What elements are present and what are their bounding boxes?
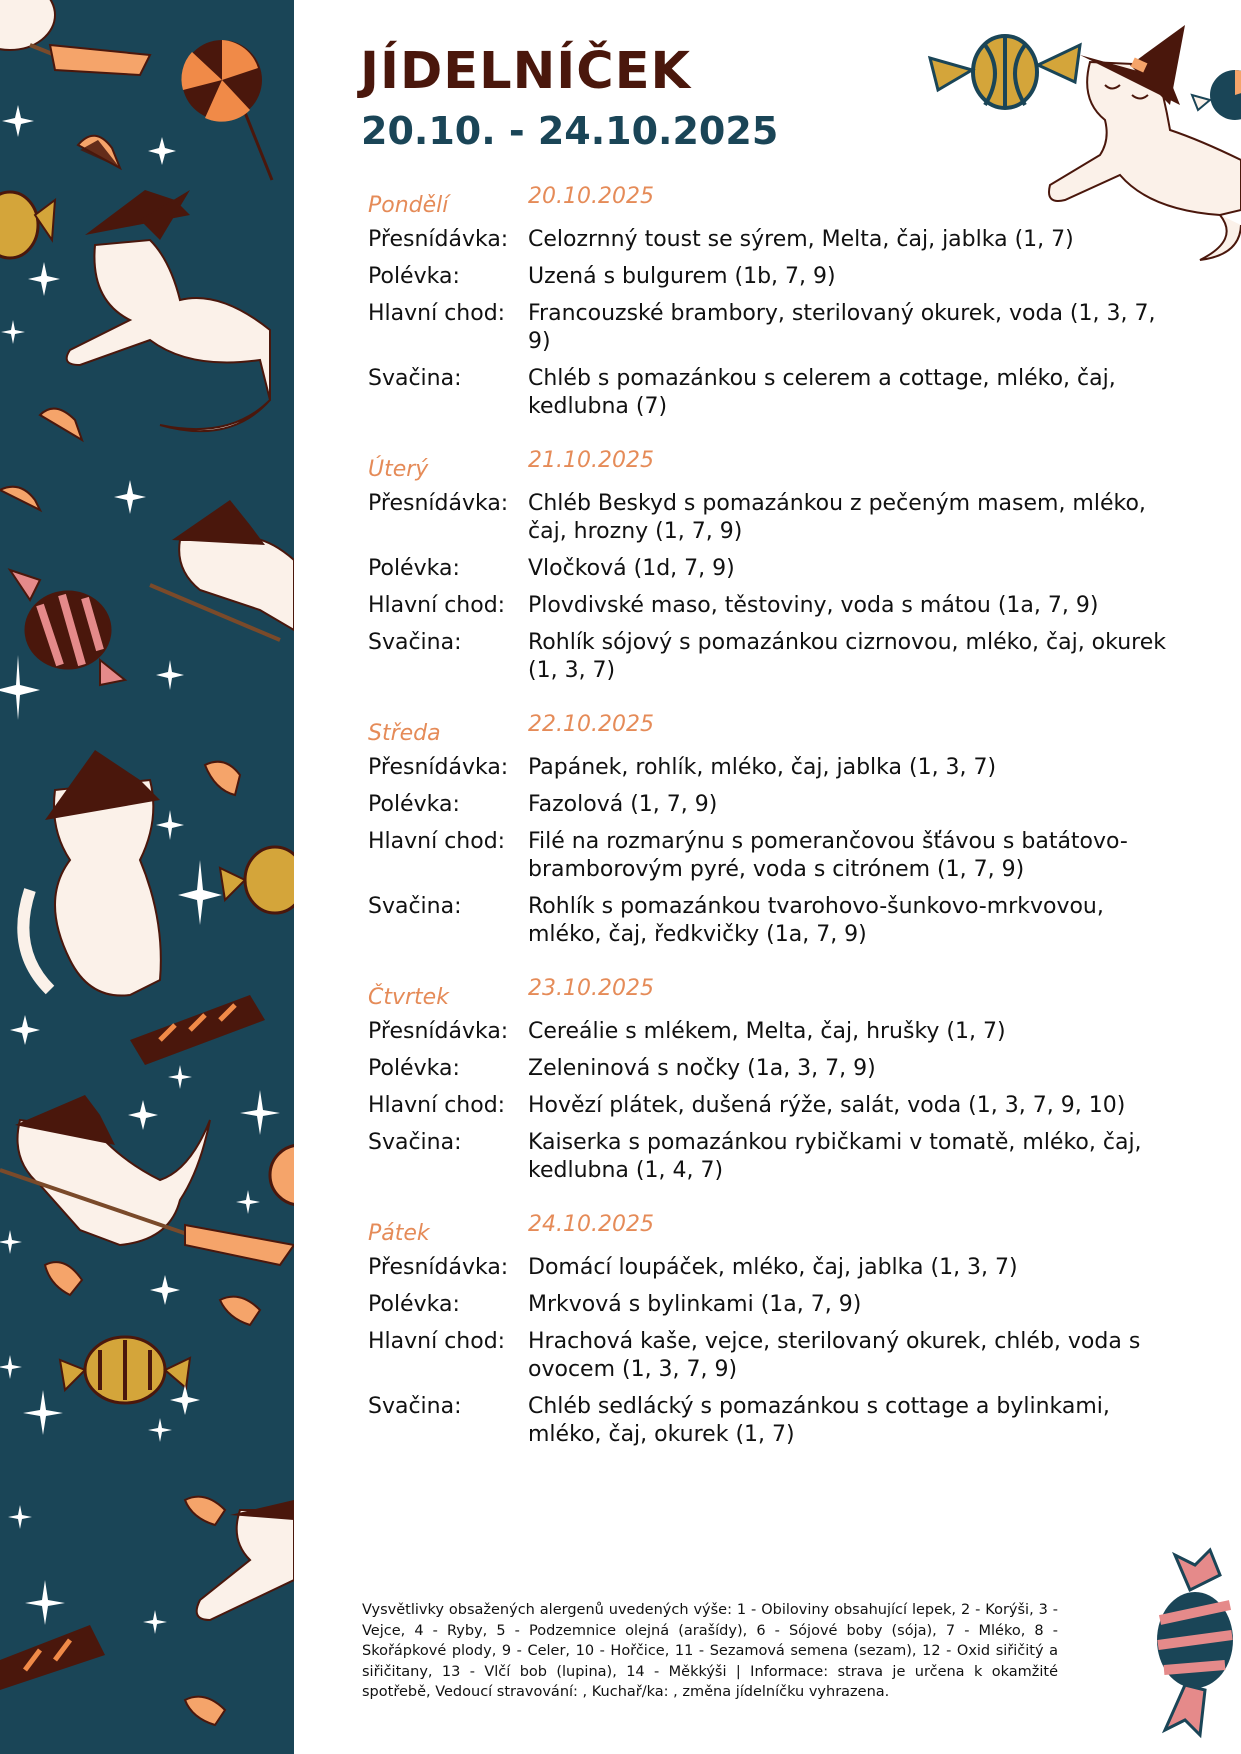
page-title: JÍDELNÍČEK xyxy=(360,42,692,101)
meal-row xyxy=(368,1055,1168,1083)
meal-label: Polévka: xyxy=(368,556,460,581)
meal-label: Přesnídávka: xyxy=(368,491,509,516)
swirl-candy-icon xyxy=(1192,70,1241,120)
day-header xyxy=(368,976,1168,1018)
day-date: 22.10.2025 xyxy=(528,712,654,737)
swirl-candy-icon xyxy=(270,1145,294,1205)
meal-row xyxy=(368,365,1168,421)
meal-row xyxy=(368,1129,1168,1185)
meal-text: Plovdivské maso, těstoviny, voda s mátou (1a, 7, 9) xyxy=(528,593,1099,618)
day-section xyxy=(368,712,1168,949)
meal-row xyxy=(368,1092,1168,1120)
meal-label: Hlavní chod: xyxy=(368,593,506,618)
allergen-legend: Vysvětlivky obsažených alergenů uvedených výše: 1 - Obiloviny obsahující lepek, 2 - Korýši, 3 - Vejce, 4 - Ryby, 5 - Podzemnice olejná (arašídy), 6 - Sójové boby (sója), 7 - Mléko, 8 - Skořápkové plody, 9 - Celer, 10 - Hořčice, 11 - Sezamová semena (sezam), 12 - Oxid siřičitý a siřičitany, 13 - Vlčí bob (lupina), 14 - Měkkýši | Informace: strava je určena k okamžité spotřebě, Vedoucí stravování: , Kuchař/ka: , změna jídelníčku vyhrazena. xyxy=(362,1602,1058,1700)
meal-label: Polévka: xyxy=(368,264,460,289)
meal-row xyxy=(368,1291,1168,1319)
meal-text: Hrachová kaše, vejce, sterilovaný okurek, chléb, voda s ovocem (1, 3, 7, 9) xyxy=(528,1329,1141,1382)
day-name: Pondělí xyxy=(368,193,449,218)
meal-text: Francouzské brambory, sterilovaný okurek, voda (1, 3, 7, 9) xyxy=(528,301,1156,354)
meal-text: Rohlík sójový s pomazánkou cizrnovou, mléko, čaj, okurek (1, 3, 7) xyxy=(528,630,1166,683)
day-section xyxy=(368,976,1168,1185)
meal-label: Svačina: xyxy=(368,630,462,655)
meal-row xyxy=(368,791,1168,819)
meal-text: Fazolová (1, 7, 9) xyxy=(528,792,718,817)
day-header xyxy=(368,184,1168,226)
meal-row xyxy=(368,1254,1168,1282)
meal-row xyxy=(368,263,1168,291)
meal-label: Svačina: xyxy=(368,1130,462,1155)
meal-row xyxy=(368,1393,1168,1449)
meal-row xyxy=(368,1018,1168,1046)
day-section xyxy=(368,1212,1168,1449)
pink-candy-icon xyxy=(1157,1550,1233,1735)
corner-decoration-bottom xyxy=(1150,1545,1241,1745)
date-range: 20.10. - 24.10.2025 xyxy=(361,109,779,153)
meal-row xyxy=(368,893,1168,949)
meal-text: Filé na rozmarýnu s pomerančovou šťávou s batátovo-bramborovým pyré, voda s citrónem (1, 7, 9) xyxy=(528,829,1128,882)
day-name: Úterý xyxy=(368,457,429,482)
meal-row xyxy=(368,754,1168,782)
meal-text: Domácí loupáček, mléko, čaj, jablka (1, 3, 7) xyxy=(528,1255,1018,1280)
meal-label: Hlavní chod: xyxy=(368,1329,506,1354)
striped-candy-icon xyxy=(930,36,1080,108)
meal-row xyxy=(368,592,1168,620)
meal-text: Vločková (1d, 7, 9) xyxy=(528,556,735,581)
meal-row xyxy=(368,490,1168,546)
day-date: 23.10.2025 xyxy=(528,976,654,1001)
meal-label: Polévka: xyxy=(368,792,460,817)
day-date: 21.10.2025 xyxy=(528,448,654,473)
meal-label: Přesnídávka: xyxy=(368,1019,509,1044)
day-header xyxy=(368,448,1168,490)
meal-text: Rohlík s pomazánkou tvarohovo-šunkovo-mrkvovou, mléko, čaj, ředkvičky (1a, 7, 9) xyxy=(528,894,1104,947)
meal-label: Svačina: xyxy=(368,894,462,919)
meal-text: Mrkvová s bylinkami (1a, 7, 9) xyxy=(528,1292,862,1317)
meal-row xyxy=(368,226,1168,254)
meal-text: Chléb s pomazánkou s celerem a cottage, mléko, čaj, kedlubna (7) xyxy=(528,366,1116,419)
meal-text: Papánek, rohlík, mléko, čaj, jablka (1, 3, 7) xyxy=(528,755,997,780)
meal-row xyxy=(368,555,1168,583)
day-name: Pátek xyxy=(368,1221,430,1246)
day-section xyxy=(368,184,1168,421)
pink-candy-icon xyxy=(10,570,125,685)
meal-row xyxy=(368,300,1168,356)
meal-row xyxy=(368,1328,1168,1384)
day-name: Středa xyxy=(368,721,441,746)
halloween-pattern-panel xyxy=(0,0,294,1754)
meal-text: Zeleninová s nočky (1a, 3, 7, 9) xyxy=(528,1056,876,1081)
meal-text: Cereálie s mlékem, Melta, čaj, hrušky (1, 7) xyxy=(528,1019,1006,1044)
meal-label: Polévka: xyxy=(368,1292,460,1317)
day-name: Čtvrtek xyxy=(368,985,449,1010)
broom-icon xyxy=(0,0,150,75)
meal-text: Chléb sedlácký s pomazánkou s cottage a bylinkami, mléko, čaj, okurek (1, 7) xyxy=(528,1394,1110,1447)
meal-text: Kaiserka s pomazánkou rybičkami v tomatě, mléko, čaj, kedlubna (1, 4, 7) xyxy=(528,1130,1142,1183)
meal-text: Chléb Beskyd s pomazánkou z pečeným masem, mléko, čaj, hrozny (1, 7, 9) xyxy=(528,491,1146,544)
lollipop-icon xyxy=(181,40,272,180)
meal-label: Polévka: xyxy=(368,1056,460,1081)
meal-label: Svačina: xyxy=(368,1394,462,1419)
meal-label: Hlavní chod: xyxy=(368,1093,506,1118)
meal-row xyxy=(368,629,1168,685)
meal-text: Celozrnný toust se sýrem, Melta, čaj, jablka (1, 7) xyxy=(528,227,1074,252)
meal-text: Uzená s bulgurem (1b, 7, 9) xyxy=(528,264,836,289)
meal-text: Hovězí plátek, dušená rýže, salát, voda (1, 3, 7, 9, 10) xyxy=(528,1093,1126,1118)
meal-label: Hlavní chod: xyxy=(368,301,506,326)
meal-label: Přesnídávka: xyxy=(368,755,509,780)
day-header xyxy=(368,1212,1168,1254)
day-header xyxy=(368,712,1168,754)
weekly-menu xyxy=(368,184,1168,1476)
pattern-illustration xyxy=(0,0,294,1754)
day-date: 24.10.2025 xyxy=(528,1212,654,1237)
meal-label: Hlavní chod: xyxy=(368,829,506,854)
day-date: 20.10.2025 xyxy=(528,184,654,209)
meal-label: Přesnídávka: xyxy=(368,227,509,252)
meal-row xyxy=(368,828,1168,884)
meal-label: Svačina: xyxy=(368,366,462,391)
day-section xyxy=(368,448,1168,685)
meal-label: Přesnídávka: xyxy=(368,1255,509,1280)
